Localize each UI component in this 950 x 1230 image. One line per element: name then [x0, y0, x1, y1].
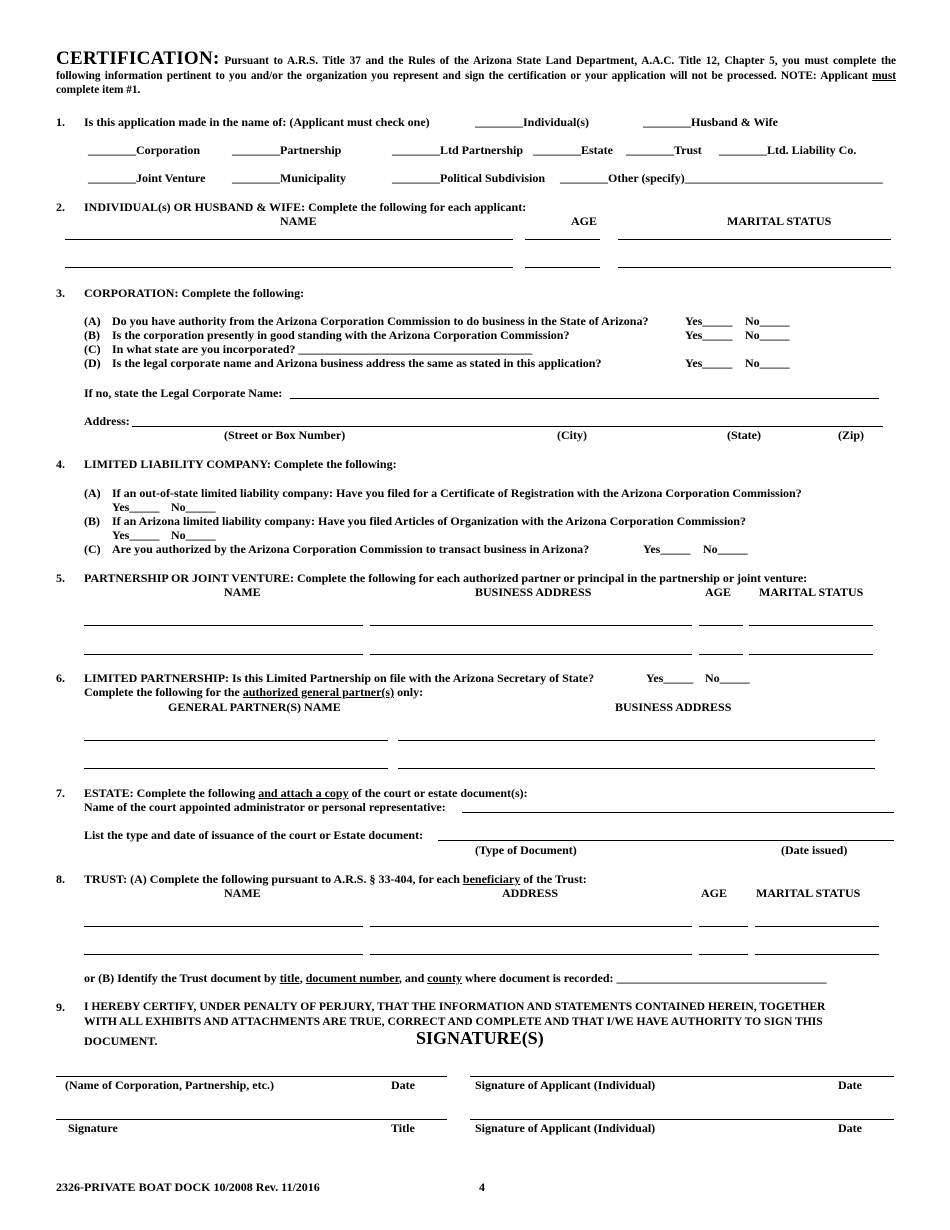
- s9-number: 9.: [56, 1000, 65, 1014]
- s2-marital-line-1[interactable]: [618, 239, 891, 240]
- certification-heading: CERTIFICATION:: [56, 48, 220, 69]
- s7-title-u: and attach a copy: [258, 786, 349, 800]
- s7-title: [84, 786, 528, 800]
- s4-a-label: (A): [84, 486, 101, 500]
- s3-title: CORPORATION: Complete the following:: [84, 286, 305, 300]
- s2-col-age: AGE: [571, 214, 598, 228]
- s8-b-docnum: document number: [305, 971, 399, 985]
- s7-date-caption: (Date issued): [781, 843, 848, 857]
- s6-title: LIMITED PARTNERSHIP: Is this Limited Partnership on file with the Arizona Secretary of State?: [84, 671, 595, 685]
- s6-line2-a: Complete the following for the: [84, 685, 243, 699]
- s3-c-text[interactable]: In what state are you incorporated? _______________________________________: [112, 342, 533, 356]
- s3-address-label: Address:: [84, 414, 130, 428]
- s4-b-text: If an Arizona limited liability company: Have you filed Articles of Organization with the Arizona Corporation Commission?: [112, 514, 746, 528]
- s5-col-age: AGE: [705, 585, 732, 599]
- s4-c-label: (C): [84, 542, 101, 556]
- s8-age-line-2[interactable]: [699, 954, 748, 955]
- s6-name-line-2[interactable]: [84, 768, 388, 769]
- s8-col-address: ADDRESS: [502, 886, 559, 900]
- s4-number: 4.: [56, 457, 65, 471]
- s2-name-line-2[interactable]: [65, 267, 513, 268]
- s7-title-b: of the court or estate document(s):: [348, 786, 528, 800]
- s4-b-label: (B): [84, 514, 100, 528]
- s3-legal-name-line[interactable]: [290, 398, 879, 399]
- s3-legal-name-label: If no, state the Legal Corporate Name:: [84, 386, 283, 400]
- s8-col-age: AGE: [701, 886, 728, 900]
- checkbox-individuals[interactable]: ________Individual(s): [475, 115, 590, 129]
- s6-address-line-2[interactable]: [398, 768, 875, 769]
- s6-col-address: BUSINESS ADDRESS: [615, 700, 732, 714]
- checkbox-joint-venture[interactable]: ________Joint Venture: [88, 171, 206, 185]
- s8-col-marital: MARITAL STATUS: [756, 886, 861, 900]
- signatures-heading: SIGNATURE(S): [416, 1028, 544, 1048]
- s5-col-name: NAME: [224, 585, 261, 599]
- sig-signature-caption: Signature: [68, 1121, 118, 1135]
- sig-date-caption-2: Date: [838, 1078, 862, 1092]
- s2-number: 2.: [56, 200, 65, 214]
- s1-number: 1.: [56, 115, 65, 129]
- s8-b-c2: , and: [398, 971, 428, 985]
- intro-must: must: [872, 69, 896, 82]
- s8-title: [84, 872, 587, 886]
- s8-b-d: where document is recorded: ___________________________________: [461, 971, 827, 985]
- s4-c-no[interactable]: No_____: [703, 542, 748, 556]
- sig-date-caption-3: Date: [838, 1121, 862, 1135]
- s4-b-no[interactable]: No_____: [171, 528, 216, 542]
- s8-option-b[interactable]: [84, 971, 826, 985]
- certification-intro: [56, 48, 896, 98]
- s3-number: 3.: [56, 286, 65, 300]
- s8-title-b: of the Trust:: [520, 872, 587, 886]
- s2-age-line-1[interactable]: [525, 239, 600, 240]
- s3-d-no[interactable]: No_____: [745, 356, 790, 370]
- s8-b-a: or (B) Identify the Trust document by: [84, 971, 280, 985]
- s6-col-name: GENERAL PARTNER(S) NAME: [168, 700, 341, 714]
- s7-admin-label: Name of the court appointed administrator or personal representative:: [84, 800, 446, 814]
- s4-c-yes[interactable]: Yes_____: [643, 542, 691, 556]
- s3-zip-caption: (Zip): [838, 428, 865, 442]
- checkbox-ltd-partnership[interactable]: ________Ltd Partnership: [392, 143, 524, 157]
- sig-line-applicant-1[interactable]: [470, 1076, 894, 1077]
- s2-title: INDIVIDUAL(s) OR HUSBAND & WIFE: Complete the following for each applicant:: [84, 200, 527, 214]
- s4-c-text: Are you authorized by the Arizona Corporation Commission to transact business in Arizona?: [112, 542, 590, 556]
- checkbox-political-subdivision[interactable]: ________Political Subdivision: [392, 171, 546, 185]
- s8-address-line-1[interactable]: [370, 926, 692, 927]
- s5-marital-line-1[interactable]: [749, 625, 873, 626]
- checkbox-estate[interactable]: ________Estate: [533, 143, 613, 157]
- s8-address-line-2[interactable]: [370, 954, 692, 955]
- intro-text-a: Pursuant to A.R.S. Title 37 and the Rules of the Arizona State Land Department, A.A.C. Title 12, Chapter 5, you must complete the following information pertinent to you and/or the organization you represent and sign the certification or your application will not be processed. NOTE: Applicant: [56, 55, 896, 82]
- sig-line-corp-name[interactable]: [56, 1076, 447, 1077]
- s2-col-name: NAME: [280, 214, 317, 228]
- sig-applicant-caption-2: Signature of Applicant (Individual): [475, 1121, 656, 1135]
- s6-number: 6.: [56, 671, 65, 685]
- s3-b-label: (B): [84, 328, 100, 342]
- s7-list-label: List the type and date of issuance of the court or Estate document:: [84, 828, 424, 842]
- s3-a-text: Do you have authority from the Arizona Corporation Commission to do business in the State of Arizona?: [112, 314, 649, 328]
- s8-b-title: title: [279, 971, 300, 985]
- s5-address-line-2[interactable]: [370, 654, 692, 655]
- s3-b-text: Is the corporation presently in good standing with the Arizona Corporation Commission?: [112, 328, 570, 342]
- s6-address-line-1[interactable]: [398, 740, 875, 741]
- s8-title-u: beneficiary: [462, 872, 521, 886]
- checkbox-partnership[interactable]: ________Partnership: [232, 143, 342, 157]
- s4-b-yes[interactable]: Yes_____: [112, 528, 160, 542]
- intro-text-b: complete item #1.: [56, 84, 141, 96]
- s4-title: LIMITED LIABILITY COMPANY: Complete the following:: [84, 457, 397, 471]
- checkbox-llc[interactable]: ________Ltd. Liability Co.: [719, 143, 857, 157]
- s7-type-caption: (Type of Document): [475, 843, 577, 857]
- checkbox-corporation[interactable]: ________Corporation: [88, 143, 200, 157]
- s8-b-c1: ,: [299, 971, 306, 985]
- s7-list-line[interactable]: [438, 840, 894, 841]
- s2-col-marital: MARITAL STATUS: [727, 214, 832, 228]
- checkbox-other[interactable]: ________Other (specify)_________________________________: [560, 171, 883, 185]
- s3-b-no[interactable]: No_____: [745, 328, 790, 342]
- s7-title-a: ESTATE: Complete the following: [84, 786, 259, 800]
- s5-name-line-2[interactable]: [84, 654, 363, 655]
- s8-marital-line-2[interactable]: [755, 954, 879, 955]
- s6-line2-b: only:: [394, 685, 424, 699]
- s2-marital-line-2[interactable]: [618, 267, 891, 268]
- s9-line1: I HEREBY CERTIFY, UNDER PENALTY OF PERJURY, THAT THE INFORMATION AND STATEMENTS CONTAINED HEREIN, TOGETHER: [84, 1000, 826, 1013]
- sig-title-caption: Title: [391, 1121, 415, 1135]
- sig-line-signature[interactable]: [56, 1119, 447, 1120]
- s6-line2-u: authorized general partner(s): [242, 685, 395, 699]
- s3-d-label: (D): [84, 356, 101, 370]
- s8-col-name: NAME: [224, 886, 261, 900]
- s5-age-line-1[interactable]: [699, 625, 743, 626]
- s8-number: 8.: [56, 872, 65, 886]
- checkbox-municipality[interactable]: ________Municipality: [232, 171, 347, 185]
- s7-admin-line[interactable]: [462, 812, 894, 813]
- s8-b-county: county: [427, 971, 462, 985]
- s4-a-yes[interactable]: Yes_____: [112, 500, 160, 514]
- s9-line3: DOCUMENT.: [84, 1034, 158, 1048]
- s5-col-address: BUSINESS ADDRESS: [475, 585, 592, 599]
- sig-applicant-caption-1: Signature of Applicant (Individual): [475, 1078, 656, 1092]
- s1-question: Is this application made in the name of: (Applicant must check one): [84, 115, 430, 129]
- s7-number: 7.: [56, 786, 65, 800]
- s4-a-no[interactable]: No_____: [171, 500, 216, 514]
- s6-name-line-1[interactable]: [84, 740, 388, 741]
- s6-no[interactable]: No_____: [705, 671, 750, 685]
- checkbox-husband-wife[interactable]: ________Husband & Wife: [643, 115, 778, 129]
- s3-address-line[interactable]: [132, 426, 883, 427]
- s5-number: 5.: [56, 571, 65, 585]
- s4-a-text: If an out-of-state limited liability company: Have you filed for a Certificate of Registration with the Arizona Corporation Commission?: [112, 486, 802, 500]
- s3-city-caption: (City): [557, 428, 587, 442]
- checkbox-trust[interactable]: ________Trust: [626, 143, 702, 157]
- s2-age-line-2[interactable]: [525, 267, 600, 268]
- s3-a-no[interactable]: No_____: [745, 314, 790, 328]
- sig-date-caption-1: Date: [391, 1078, 415, 1092]
- s8-marital-line-1[interactable]: [755, 926, 879, 927]
- s2-name-line-1[interactable]: [65, 239, 513, 240]
- sig-line-applicant-2[interactable]: [470, 1119, 894, 1120]
- s8-title-a: TRUST: (A) Complete the following pursuant to A.R.S. § 33-404, for each: [84, 872, 463, 886]
- footer-page-number: 4: [479, 1180, 485, 1194]
- s5-marital-line-2[interactable]: [749, 654, 873, 655]
- s8-name-line-1[interactable]: [84, 926, 363, 927]
- s3-d-yes[interactable]: Yes_____: [685, 356, 733, 370]
- s3-d-text: Is the legal corporate name and Arizona business address the same as stated in this application?: [112, 356, 602, 370]
- footer-form-id: 2326-PRIVATE BOAT DOCK 10/2008 Rev. 11/2016: [56, 1180, 320, 1194]
- s3-state-caption: (State): [727, 428, 761, 442]
- sig-corp-name-caption: (Name of Corporation, Partnership, etc.): [65, 1078, 274, 1092]
- s8-age-line-1[interactable]: [699, 926, 748, 927]
- s5-col-marital: MARITAL STATUS: [759, 585, 864, 599]
- s5-title: PARTNERSHIP OR JOINT VENTURE: Complete the following for each authorized partner or principal in the partnership or joint venture:: [84, 571, 808, 585]
- s3-c-label: (C): [84, 342, 101, 356]
- s5-name-line-1[interactable]: [84, 625, 363, 626]
- s3-street-caption: (Street or Box Number): [224, 428, 346, 442]
- s5-age-line-2[interactable]: [699, 654, 743, 655]
- s9-line2: WITH ALL EXHIBITS AND ATTACHMENTS ARE TRUE, CORRECT AND COMPLETE AND THAT I/WE HAVE AUTHORITY TO SIGN THIS: [84, 1015, 823, 1028]
- s3-b-yes[interactable]: Yes_____: [685, 328, 733, 342]
- s5-address-line-1[interactable]: [370, 625, 692, 626]
- s3-a-yes[interactable]: Yes_____: [685, 314, 733, 328]
- s6-yes[interactable]: Yes_____: [646, 671, 694, 685]
- s8-name-line-2[interactable]: [84, 954, 363, 955]
- s3-a-label: (A): [84, 314, 101, 328]
- s6-line2: [84, 685, 423, 699]
